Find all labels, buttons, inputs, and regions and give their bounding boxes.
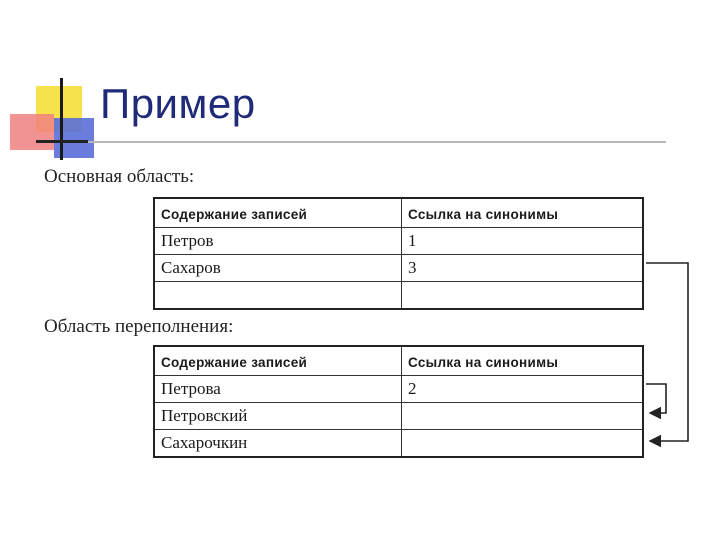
slide-title: Пример (100, 80, 256, 127)
cell-content: Петров (154, 228, 402, 255)
column-header-content: Содержание записей (154, 346, 402, 376)
cell-synonym-link: 3 (402, 255, 644, 282)
link-arrow-to-row-3 (646, 263, 688, 441)
link-arrow-to-row-2 (646, 384, 666, 413)
cell-synonym-link: 1 (402, 228, 644, 255)
column-header-synonym-link: Ссылка на синонимы (402, 346, 644, 376)
column-header-content: Содержание записей (154, 198, 402, 228)
column-header-synonym-link: Ссылка на синонимы (402, 198, 644, 228)
cell-content: Петрова (154, 376, 402, 403)
cell-content: Сахарочкин (154, 430, 402, 458)
overflow-area-label: Область переполнения: (44, 316, 234, 337)
cell-synonym-link: 2 (402, 376, 644, 403)
cell-content: Петровский (154, 403, 402, 430)
cell-content: Сахаров (154, 255, 402, 282)
main-area-label: Основная область: (44, 166, 195, 187)
